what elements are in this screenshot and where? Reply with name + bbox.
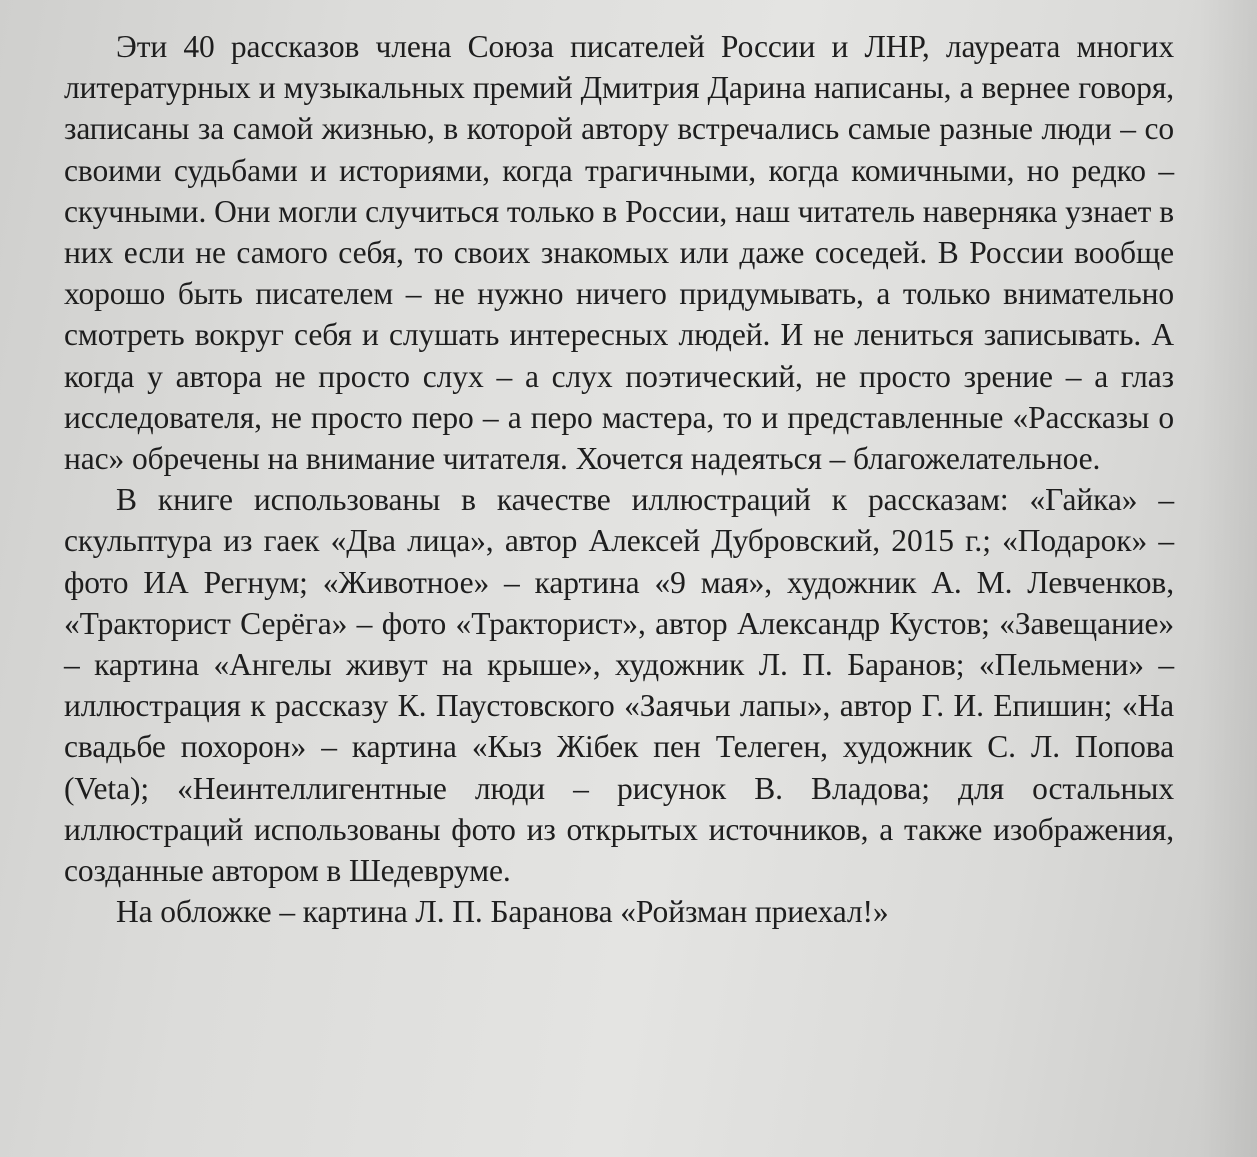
page-edge-shadow bbox=[1197, 0, 1257, 1157]
paragraph-illustration-credits: В книге использованы в качестве иллюстраций к рассказам: «Гайка» – скульптура из гаек «Два лица», автор Алексей Дубровский, 2015 г.; «Подарок» – фото ИА Регнум; «Животное» – картина «9 мая», художник А. М. Левченков, «Тракторист Серёга» – фото «Тракторист», автор Александр Кустов; «Завещание» – картина «Ангелы живут на крыше», художник Л. П. Баранов; «Пельмени» – иллюстрация к рассказу К. Паустовского «Заячьи лапы», автор Г. И. Епишин; «На свадьбе похорон» – картина «Кыз Жібек пен Телеген, художник С. Л. Попова (Veta); «Неинтеллигентные люди – рисунок В. Владова; для остальных иллюстраций использованы фото из открытых источников, а также изображения, созданные автором в Шедевруме. bbox=[64, 482, 1174, 889]
page-text bbox=[64, 26, 1174, 932]
paragraph-book-description: Эти 40 рассказов члена Союза писателей России и ЛНР, лауреата многих литературных и музыкальных премий Дмитрия Дарина написаны, а вернее говоря, записаны за самой жизнью, в которой автору встречались самые разные люди – со своими судьбами и историями, когда трагичными, когда комичными, но редко – скучными. Они могли случиться только в России, наш читатель наверняка узнает в них если не самого себя, то своих знакомых или даже соседей. В России вообще хорошо быть писателем – не нужно ничего придумывать, а только внимательно смотреть вокруг себя и слушать интересных людей. И не лениться записывать. А когда у автора не просто слух – а слух поэтический, не просто зрение – а глаз исследователя, не просто перо – а перо мастера, то и представленные «Рассказы о нас» обречены на внимание читателя. Хочется надеяться – благожелательное. bbox=[64, 29, 1174, 477]
paragraph-cover-credit: На обложке – картина Л. П. Баранова «Ройзман приехал!» bbox=[116, 894, 889, 930]
